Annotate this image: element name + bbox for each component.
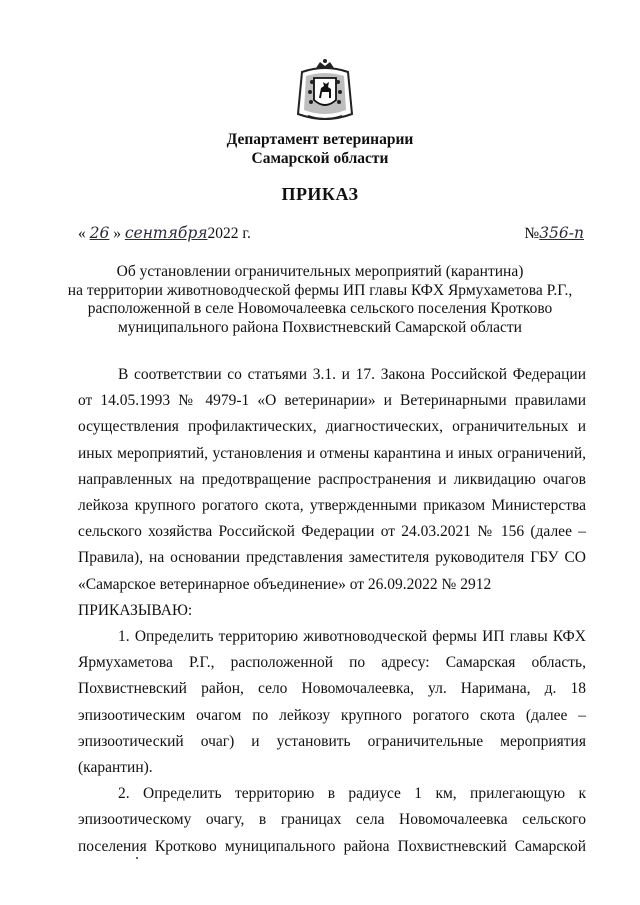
order-subject [0, 263, 640, 337]
date-open-quote: « [78, 225, 86, 242]
order-body [78, 362, 586, 860]
order-title: ПРИКАЗ [281, 184, 359, 204]
subject-line: муниципального района Похвистневский Самарской области [118, 318, 522, 336]
department-name-line2: Самарской области [251, 150, 389, 167]
item-2-paragraph: 2. Определить территорию в радиусе 1 км, прилегающую к эпизоотическому очагу, в границах села Новомочалеевка сельского поселения Кротково муниципального района Похвистневский Самарской [78, 785, 586, 855]
date-day: 26 [89, 224, 110, 242]
coat-of-arms-icon [294, 58, 356, 126]
number-value: 356-п [539, 224, 584, 242]
order-number [524, 224, 584, 243]
subject-line: на территории животноводческой фермы ИП главы КФХ Ярмухаметова Р.Г., [67, 281, 573, 299]
date-month: сентября [124, 224, 208, 242]
scan-speck [136, 857, 138, 859]
date-year: 2022 г. [207, 225, 251, 242]
order-word: ПРИКАЗЫВАЮ: [78, 601, 193, 619]
preamble-paragraph: В соответствии со статьями 3.1. и 17. Закона Российской Федерации от 14.05.1993 № 4979-1 «О ветеринарии» и Ветеринарными правилами осуществления профилактических, диагностических, ограничительных и иных мероприятий, установления и отмены карантина и иных ограничений, направленных на предотвращение распространения и ликвидацию очагов лейкоза крупного рогатого скота, утвержденными приказом Министерства сельского хозяйства Российской Федерации от 24.03.2021 № 156 (далее – Правила), на основании представления заместителя руководителя ГБУ СО «Самарское ветеринарное объединение» от 26.09.2022 № 2912 [78, 366, 586, 593]
number-sign: № [524, 225, 540, 242]
department-name-line1: Департамент ветеринарии [226, 131, 414, 148]
subject-line: расположенной в селе Новомочалеевка сельского поселения Кротково [87, 300, 553, 317]
subject-line: Об установлении ограничительных мероприятий (карантина) [116, 263, 524, 280]
order-date [78, 224, 251, 243]
item-1-paragraph: 1. Определить территорию животноводческой фермы ИП главы КФХ Ярмухаметова Р.Г., расположенной по адресу: Самарская область, Похвистневский район, село Новомочалеевка, ул. Наримана, д. 18 эпизоотическим очагом по лейкозу крупного рогатого скота (далее – эпизоотический очаг) и установить ограничительные мероприятия (карантин). [78, 628, 586, 777]
date-close-quote: » [113, 225, 121, 242]
